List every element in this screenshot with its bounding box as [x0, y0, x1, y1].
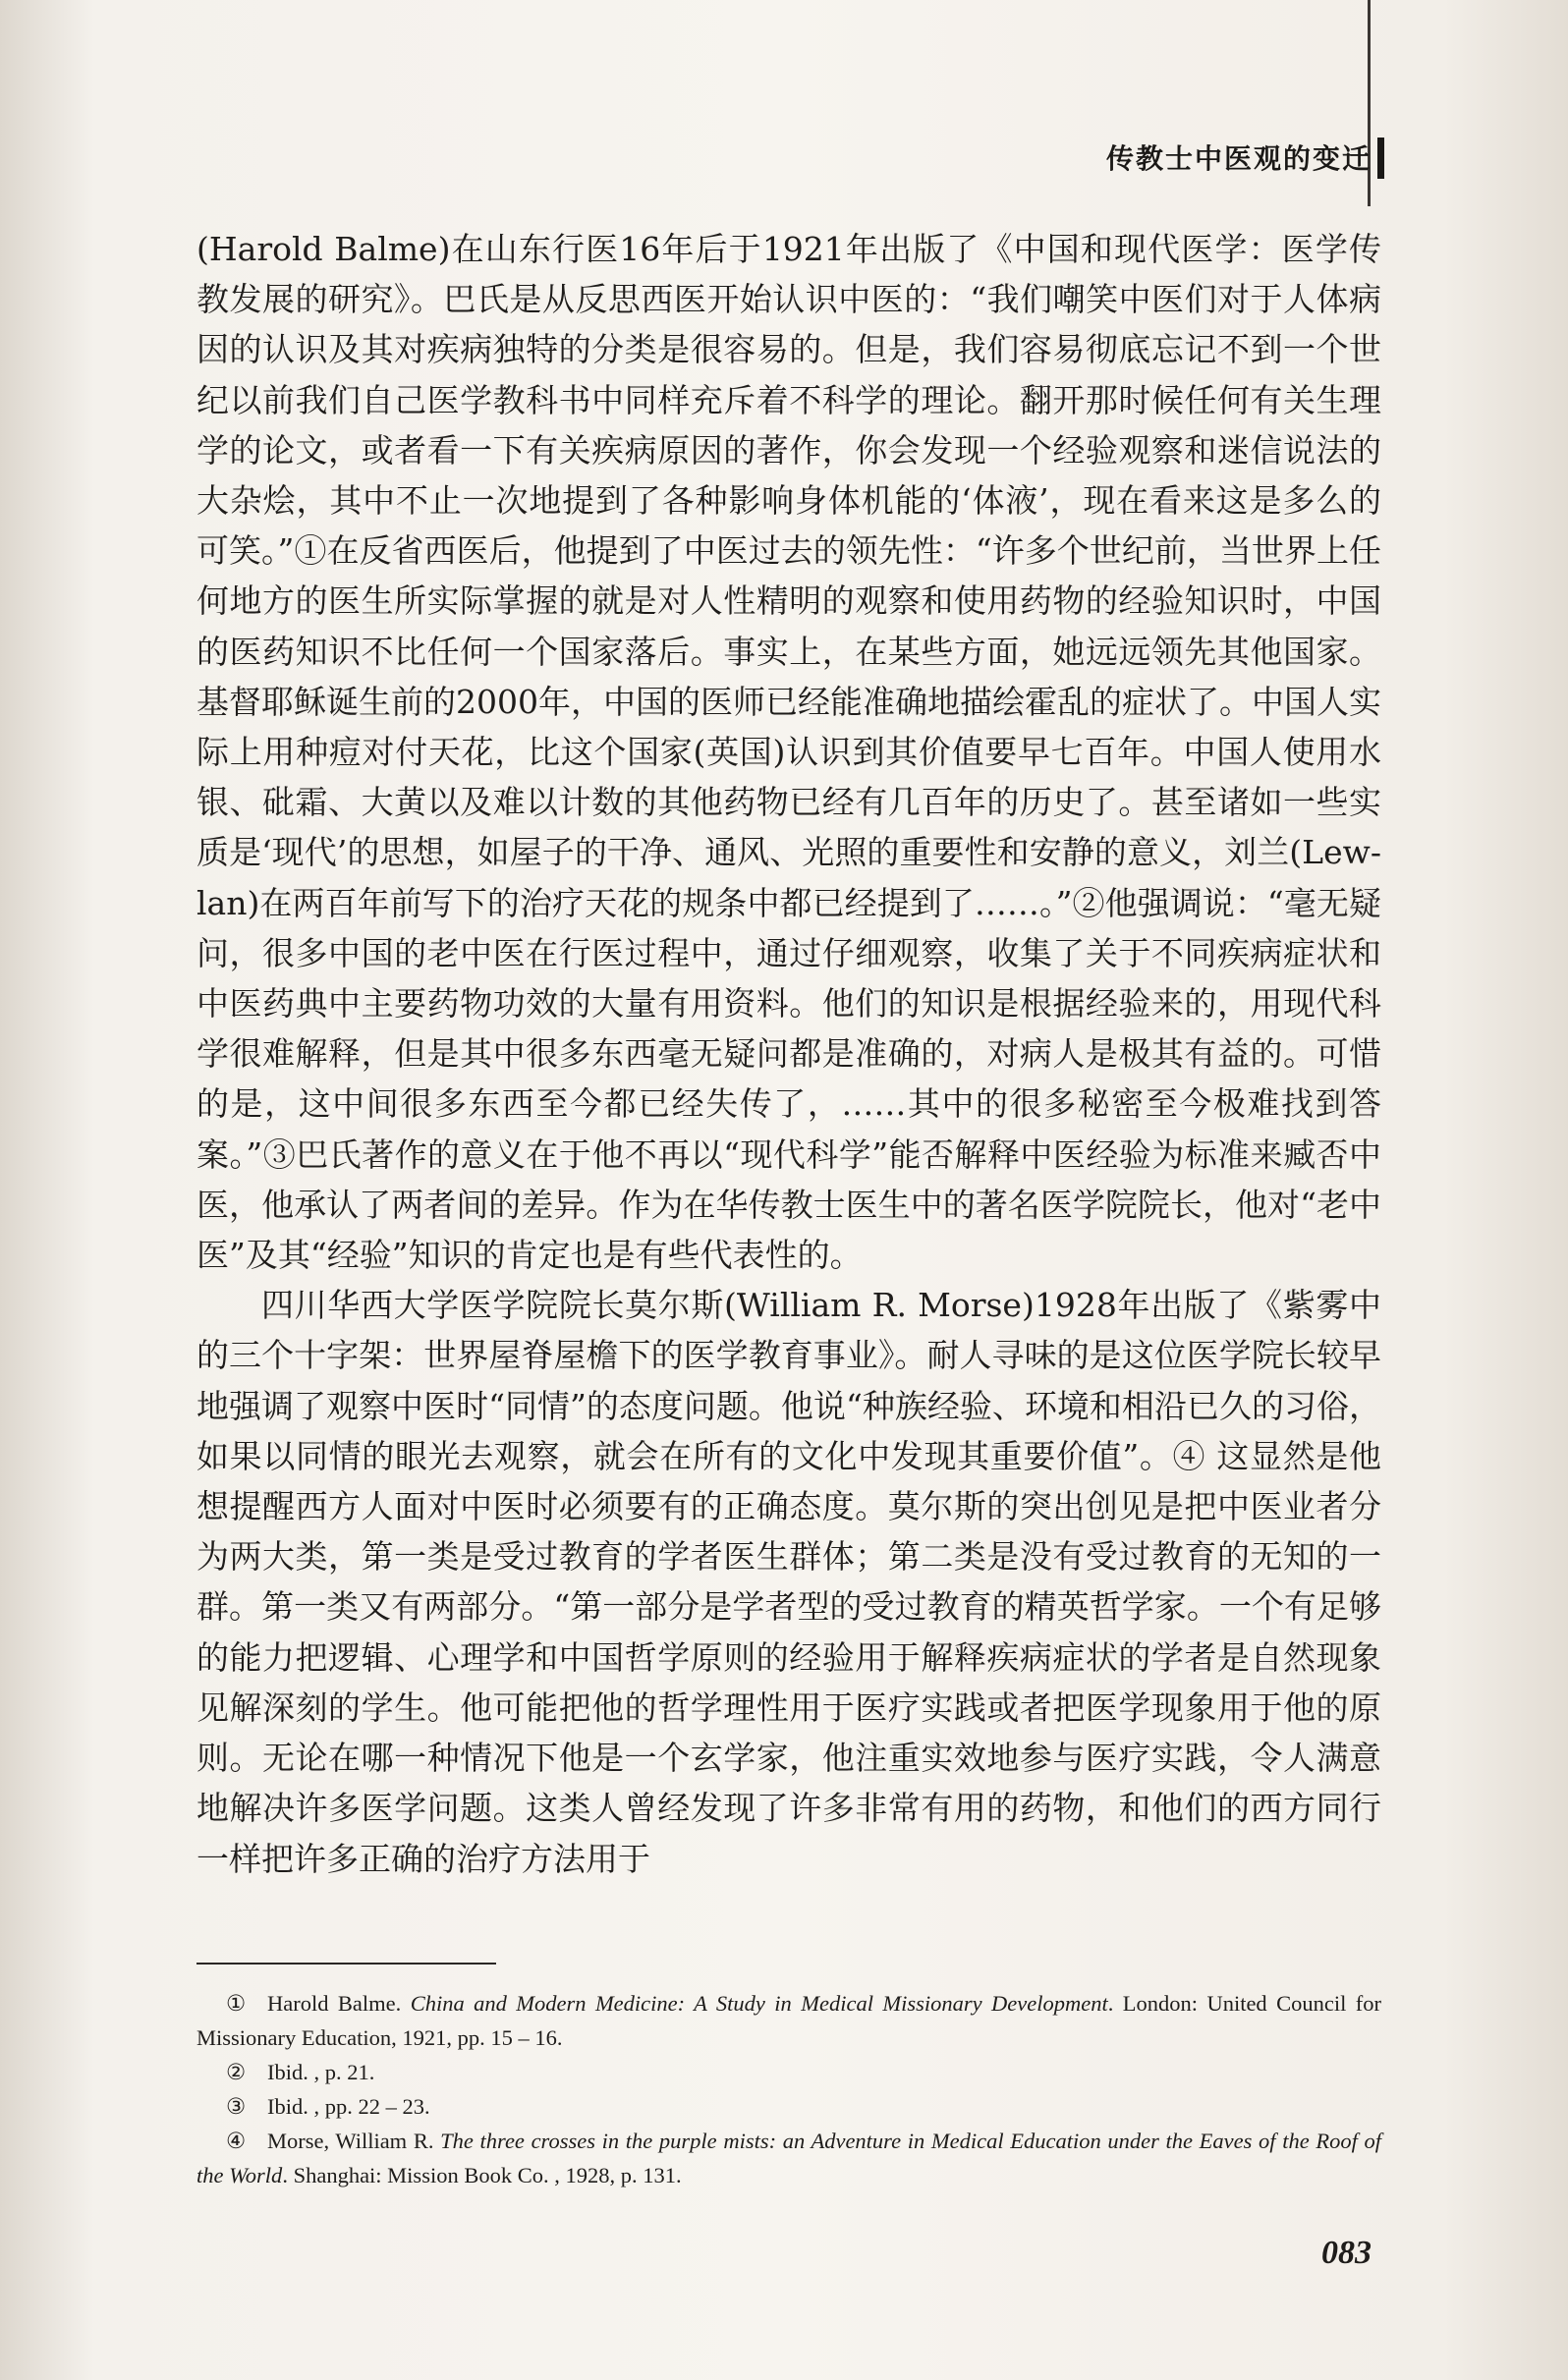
footnote-divider [196, 1963, 496, 1965]
paragraph-2: 四川华西大学医学院院长莫尔斯(William R. Morse)1928年出版了《紫雾中的三个十字架：世界屋脊屋檐下的医学教育事业》。耐人寻味的是这位医学院长较早地强调了观察中医时“同情”的态度问题。他说“种族经验、环境和相沿已久的习俗，如果以同情的眼光去观察，就会在所有的文化中发现其重要价值”。④ 这显然是他想提醒西方人面对中医时必须要有的正确态度。莫尔斯的突出创见是把中医业者分为两大类，第一类是受过教育的学者医生群体；第二类是没有受过教育的无知的一群。第一类又有两部分。“第一部分是学者型的受过教育的精英哲学家。一个有足够的能力把逻辑、心理学和中国哲学原则的经验用于解释疾病症状的学者是自然现象见解深刻的学生。他可能把他的哲学理性用于医疗实践或者把医学现象用于他的原则。无论在哪一种情况下他是一个玄学家，他注重实效地参与医疗实践，令人满意地解决许多医学问题。这类人曾经发现了许多非常有用的药物，和他们的西方同行一样把许多正确的治疗方法用于 [196, 1286, 1381, 1878]
footnote-text: Harold Balme. [267, 1991, 411, 2016]
footnote-text: . Shanghai: Mission Book Co. , 1928, p. 131. [282, 2163, 682, 2187]
main-text [196, 224, 1381, 1884]
footnote-text: Ibid. , p. 21. [267, 2060, 375, 2084]
footnotes [196, 1986, 1381, 2192]
footnote-title: China and Modern Medicine: A Study in Medical Missionary Development [410, 1991, 1108, 2016]
footnote-4 [196, 2124, 1381, 2192]
footnote-marker: ③ [226, 2094, 247, 2119]
paragraph-1: (Harold Balme)在山东行医16年后于1921年出版了《中国和现代医学：医学传教发展的研究》。巴氏是从反思西医开始认识中医的：“我们嘲笑中医们对于人体病因的认识及其对疾病独特的分类是很容易的。但是，我们容易彻底忘记不到一个世纪以前我们自己医学教科书中同样充斥着不科学的理论。翻开那时候任何有关生理学的论文，或者看一下有关疾病原因的著作，你会发现一个经验观察和迷信说法的大杂烩，其中不止一次地提到了各种影响身体机能的‘体液’，现在看来这是多么的可笑。”①在反省西医后，他提到了中医过去的领先性：“许多个世纪前，当世界上任何地方的医生所实际掌握的就是对人性精明的观察和使用药物的经验知识时，中国的医药知识不比任何一个国家落后。事实上，在某些方面，她远远领先其他国家。基督耶稣诞生前的2000年，中国的医师已经能准确地描绘霍乱的症状了。中国人实际上用种痘对付天花，比这个国家(英国)认识到其价值要早七百年。中国人使用水银、砒霜、大黄以及难以计数的其他药物已经有几百年的历史了。甚至诸如一些实质是‘现代’的思想，如屋子的干净、通风、光照的重要性和安静的意义，刘兰(Lew-lan)在两百年前写下的治疗天花的规条中都已经提到了……。”②他强调说：“毫无疑问，很多中国的老中医在行医过程中，通过仔细观察，收集了关于不同疾病症状和中医药典中主要药物功效的大量有用资料。他们的知识是根据经验来的，用现代科学很难解释，但是其中很多东西毫无疑问都是准确的，对病人是极其有益的。可惜的是，这中间很多东西至今都已经失传了，……其中的很多秘密至今极难找到答案。”③巴氏著作的意义在于他不再以“现代科学”能否解释中医经验为标准来臧否中医，他承认了两者间的差异。作为在华传教士医生中的著名医学院院长，他对“老中医”及其“经验”知识的肯定也是有些代表性的。 [196, 230, 1381, 1275]
footnote-text: . London: United Council for Missionary Education, 1921, pp. 15 – 16. [196, 1991, 1381, 2050]
running-head-bar [1377, 138, 1384, 179]
page-number: 083 [1321, 2235, 1372, 2271]
footnote-1 [196, 1986, 1381, 2055]
footnote-text: Ibid. , pp. 22 – 23. [267, 2094, 430, 2119]
footnote-3 [196, 2089, 1381, 2124]
footnote-marker: ④ [226, 2129, 247, 2153]
footnote-2 [196, 2055, 1381, 2089]
footnote-text: Morse, William R. [267, 2129, 441, 2153]
footnote-marker: ① [226, 1991, 247, 2016]
footnote-title: The three crosses in the purple mists: an Adventure in Medical Education under the Eaves of the Roof of the World [196, 2129, 1381, 2187]
footnote-marker: ② [226, 2060, 247, 2084]
running-head-title: 传教士中医观的变迁 [1105, 142, 1372, 175]
